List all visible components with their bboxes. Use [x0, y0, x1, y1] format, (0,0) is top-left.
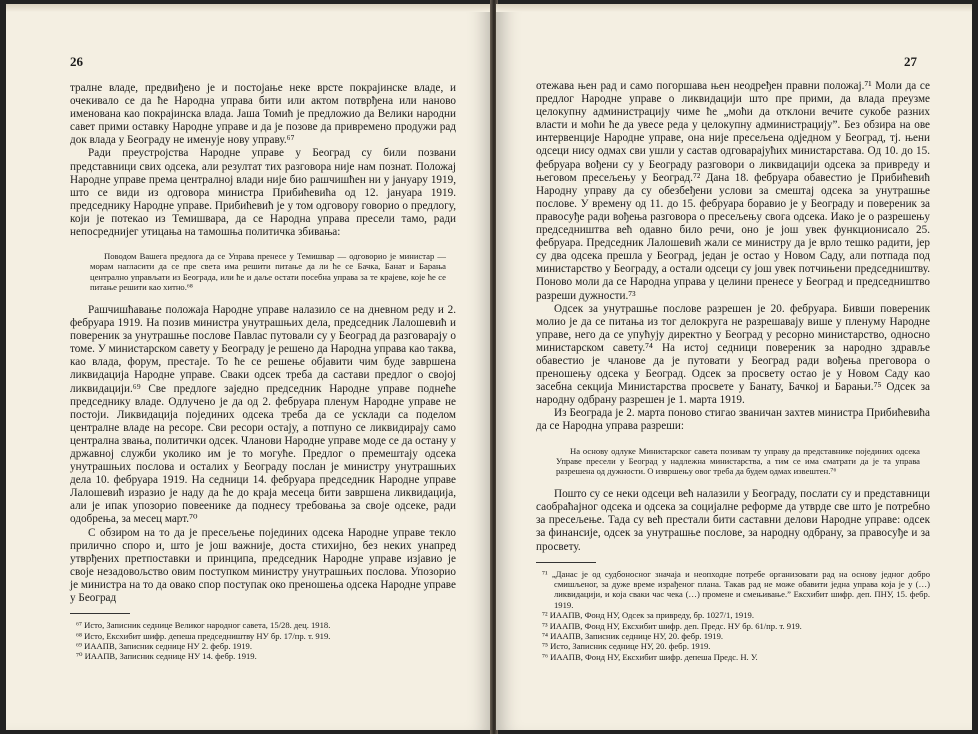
quote-text: На основу одлуке Министарског савета позивам ту управу да представнике појединих одсека Управе пресели у Београд у надлежна министарства, а тим се има сматрати да је та управа разрешена од дужности. О извршењу овог треба да будем одмах извештен.⁷⁶ [556, 445, 920, 476]
footnote: ⁷² ИААПВ, Фонд НУ, Одсек за привреду, бр. 1027/1, 1919. [542, 610, 754, 621]
page-edge [496, 4, 972, 12]
paragraph: тралне владе, предвиђено је и постојање неке врсте покрајинске владе, и очекивало се да ће Народна управа бити или актом потврђена или наново именована као покрајинска влада. Јаша Томић је предложио да Велики народни савет прими оставку Народне управе и да је позове да привремено продужи рад док влада у Београду не именује нову управу.⁶⁷ [70, 82, 456, 147]
footnote: ⁷¹ „Данас је од судбоносног значаја и неопходне потребе организовати рад на основу једног добро смишљеног, за дуже време израђеног плана. Такав рад не може обавити једна управа која је у (…) ликвидацији, и која сваки час чека (…) промене и смењивање.” Ексхибит шифр. деп. ПНУ, 15. фебр. 1919. [542, 568, 930, 610]
footnotes [536, 569, 930, 663]
footnote: ⁷⁵ Исто, Записник седнице НУ, 20. фебр. 1919. [542, 641, 711, 652]
footnote-separator [536, 562, 596, 563]
footnote: ⁶⁷ Исто, Записник седнице Великог народног савета, 15/28. дец. 1918. [76, 620, 331, 631]
block-quote [556, 446, 920, 477]
page-number: 27 [904, 54, 917, 69]
paragraph: Рашчишћавање положаја Народне управе налазило се на дневном реду и 2. фебруара 1919. На позив министра унутрашњих дела, председник Лалошевић и повереник за унутрашње послове Павлас путовали су у Београд да разговарају о томе. У министарском савету у Београду је решено да Народна управа као таква, као влада, форум, престаје. То ће се решење објавити чим буде завршена ликвидација Народне управе. Сваки одсек треба да састави предлог о својој ликвидацији.⁶⁹ Све предлоге заједно председник Народне управе поднеће председнику владе. Одлучено је да од 2. фебруара пленум Народне управе не постоји. Ликвидација појединих одсека треба да се усклади са поделом централне владе на ресоре. Сви ресори остају, а потпуно се ликвидирају само централна звања, политички одсек. Чланови Народне управе моде се да остану у државној служби уколико им је то могуће. Предлог о премештају одсека унутрашњих послова и осталих у Београду послан је министру унутрашњих дела 10. фебруара 1919. На седници 14. фебруара председник Народне управе Лалошевић изразио је наду да ће до краја месеца бити завршена ликвидација, али је ипак упозорио повеенике да поднесу требовања за своје одсеке, ради одобрења, за месец март.⁷⁰ [70, 303, 456, 526]
footnote: ⁷⁴ ИААПВ, Записник седнице НУ, 20. фебр. 1919. [542, 631, 724, 642]
page-number: 26 [70, 54, 83, 69]
right-page [496, 4, 972, 730]
paragraph: Пошто су се неки одсеци већ налазили у Београду, послати су и представници саобраћајног одсека и одсека за социјалне реформе да утврде све што је потребно за пресељење. Тада су већ престали бити саставни делови Народне управе: одсек за финансије, одсек за унутрашње послове, за народну одбрану, за правосуђе и за просвету. [536, 488, 930, 553]
quote-text: Поводом Вашега предлога да се Управа пренесе у Темишвар — одговорио је министар — морам нагласити да се пре света има решити питање да ли ће се Бачка, Банат и Барања централно управљати из Београда, или ће и даље остати посебна управа за те крајеве, које ће се питање решити као хитно.⁶⁸ [90, 251, 446, 292]
paragraph: Одсек за унутрашње послове разрешен је 20. фебруара. Бивши повереник молио је да се питања из тог делокруга не разрешавају више у пленуму Народне управе, него да се упућују директно у Београд у ресорно министарство, односно министарском савету.⁷⁴ На истој седници повереник за народно здравље обавестио је чланове да је путовати у Београд ради вођења преговора о преношењу одсека у Београд. Одсек за просвету остао је у Новом Саду као засебна секција Министарства просвете у Банату, Бачкој и Барањи.⁷⁵ Одсек за народну одбрану разрешен је 1. марта 1919. [536, 302, 930, 407]
page-edge [6, 4, 492, 12]
paragraph: отежава њен рад и само погоршава њен неодређен правни положај.⁷¹ Моли да се предлог Народне управе о ликвидацији што пре прими, да влада преузме целокупну администрацију чиме ће „моћи да отклони вечите сукобе разних власти и моћи ће да увесе реда у целокупну администрацију”. Без обзира на ове интервенције Народне управе, она није пресељена одједном у Београд, тј. њени одсеци нису одмах сви ушли у састав одговарајућих министарстава. Од 10. до 15. фебруара вођени су у Београду разговори о ликвидацији одсека за привреду и његовом пресељењу у Београд.⁷² Дана 18. фебруара обавестио је Прибићевић Народну управу да су обезбеђени услови за смештај одсека за унутрашње послове. У времену од 11. до 15. фебруара боравио је у Београду и повереник за правосуђе ради вођења разговора о пресељењу свога одсека. Иако је о разрешењу председништва већ одавно било речи, оно је још увек функционисало 25. фебруара. Председник Лалошевић жали се министру да је врло тешко радити, јер су два одсека прешла у Београд, један је остао у Новом Саду, али потпада под министарство у Београду, а остали одсеци су још увек потчињени председништву. Поново моли да се Народна управа у целини пренесе у Београд и председништво разреши дужности.⁷³ [536, 80, 930, 302]
left-page [6, 4, 492, 730]
left-page-body [70, 82, 456, 662]
paragraph: Ради преустројства Народне управе у Београд су били позвани представници свих одсека, али резултат тих разговора није нам познат. Положај Народне управе према централној влади није био рашчишћен ни у јануару 1919, што се види из одговора министра Прибићевића од 12. јануара 1919. председнику Народне управе. Прибићевић је у том одговору говорио о предлогу, који је потекао из Темишвара, да се Народна управа пресели тамо, ради непосреднијег утицања на тамошња политичка збивања: [70, 147, 456, 239]
footnotes [70, 620, 456, 662]
right-page-body [536, 80, 930, 662]
block-quote [90, 251, 446, 292]
footnote: ⁷⁶ ИААПВ, Фонд НУ, Ексхибит шифр. депеша Предс. Н. У. [542, 651, 758, 662]
paragraph: С обзиром на то да је пресељење појединих одсека Народне управе текло прилично споро и, што је још важније, доста стихијно, без неких унапред утврђених претпоставки и принципа, председник Народне управе изјавио је своје незадовољство овим поступком министру унутрашњих послова. Упозорио је министра на то да овако спор поступак око преношења одсека Народне управе у Београд [70, 526, 456, 604]
footnote: ⁶⁹ ИААПВ, Записник седнице НУ 2. фебр. 1919. [76, 640, 253, 651]
paragraph: Из Београда је 2. марта поново стигао званичан захтев министра Прибићевића да се Народна управа разреши: [536, 407, 930, 433]
footnote: ⁷⁰ ИААПВ, Записник седнице НУ 14. фебр. 1919. [76, 651, 257, 662]
footnote-separator [70, 613, 130, 614]
footnote: ⁶⁸ Исто, Ексхибит шифр. депеша председништву НУ бр. 17/пр. т. 919. [76, 630, 331, 641]
footnote: ⁷³ ИААПВ, Фонд НУ, Ексхибит шифр. деп. Предс. НУ бр. 61/пр. т. 919. [542, 620, 802, 631]
